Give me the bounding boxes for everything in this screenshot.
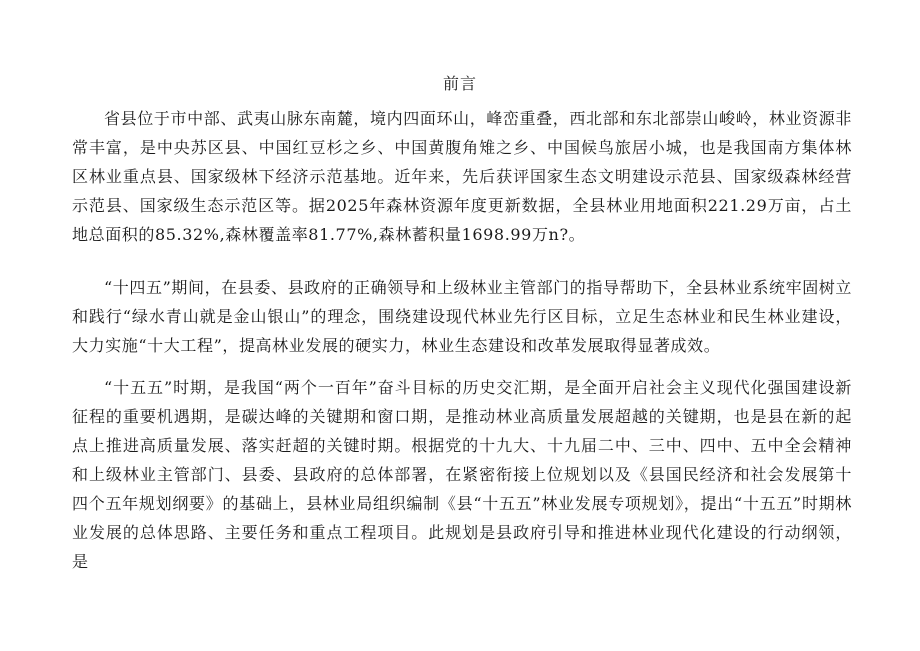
paragraph-intro: 省县位于市中部、武夷山脉东南麓，境内四面环山，峰峦重叠，西北部和东北部崇山峻岭，林业资源非常丰富，是中央苏区县、中国红豆杉之乡、中国黄腹角雉之乡、中国候鸟旅居小城，也是我国南方集体林区林业重点县、国家级林下经济示范基地。近年来，先后获评国家生态文明建设示范县、国家级森林经营示范县、国家级生态示范区等。据2025年森林资源年度更新数据，全县林业用地面积221.29万亩，占土地总面积的85.32%,森林覆盖率81.77%,森林蓄积量1698.99万n?。 [72,109,852,244]
page-title: 前言 [442,74,477,93]
paragraph-14th-plan: “十四五”期间，在县委、县政府的正确领导和上级林业主管部门的指导帮助下，全县林业系统牢固树立和践行“绿水青山就是金山银山”的理念，围绕建设现代林业先行区目标，立足生态林业和民生林业建设，大力实施“十大工程”，提高林业发展的硬实力，林业生态建设和改革发展取得显著成效。 [72,278,852,355]
paragraph-15th-plan: “十五五”时期，是我国“两个一百年”奋斗目标的历史交汇期，是全面开启社会主义现代化强国建设新征程的重要机遇期，是碳达峰的关键期和窗口期，是推动林业高质量发展超越的关键期，也是县在新的起点上推进高质量发展、落实赶超的关键时期。根据党的十九大、十九届二中、三中、四中、五中全会精神和上级林业主管部门、县委、县政府的总体部署，在紧密衔接上位规划以及《县国民经济和社会发展第十四个五年规划纲要》的基础上，县林业局组织编制《县“十五五”林业发展专项规划》，提出“十五五”时期林业发展的总体思路、主要任务和重点工程项目。此规划是县政府引导和推进林业现代化建设的行动纲领，是 [72,378,852,571]
